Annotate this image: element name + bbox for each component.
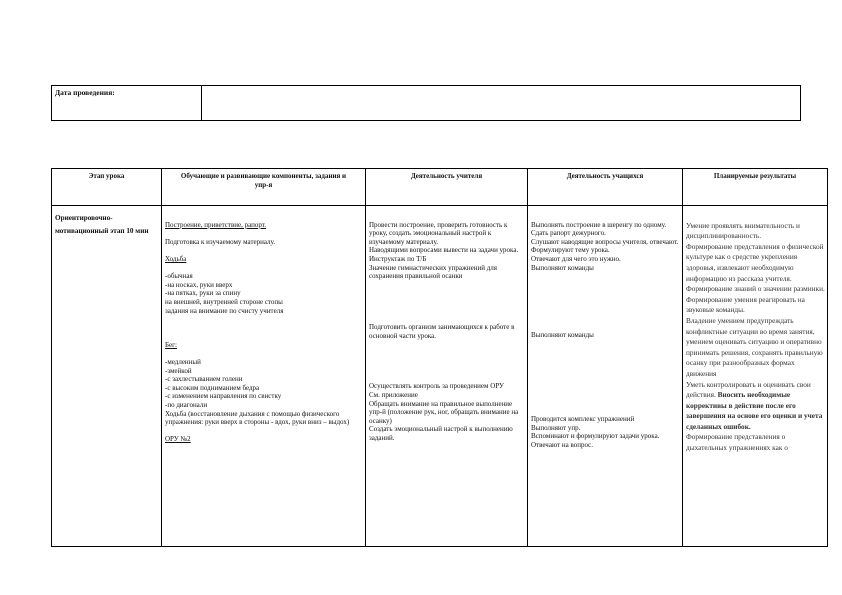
column-stage — [52, 169, 161, 546]
date-label: Дата проведения: — [52, 86, 202, 120]
components-cell — [165, 212, 363, 453]
teacher-cell — [369, 212, 525, 451]
header-stage: Этап урока — [88, 172, 125, 180]
students-block-2: Выполняют команды — [531, 331, 594, 340]
components-walking-list: -обычная -на носках, руки вверх -на пятках, руки за спину на внешней, внутренней стороне стопы задания на внимание по счисту учителя — [165, 272, 284, 315]
students-block-3: Проводится комплекс упражнений Выполняют упр. Вспоминают и формулируют задачи урока. Отвечают на вопрос. — [531, 415, 660, 449]
teacher-block-3: Осуществлять контроль за проведением ОРУ См. приложение Обращать внимание на правильное выполнение упр-й (положение рук, ног, обращать внимание на осанку) Создать эмоциональный настрой к выполнению заданий. — [369, 382, 519, 442]
column-components — [161, 169, 365, 546]
components-title-building: Построение, приветствие, рапорт. — [165, 220, 267, 229]
teacher-block-2: Подготовить организм занимающихся к работе в основной части урока. — [369, 322, 515, 340]
components-title-running: Бег: — [165, 340, 177, 349]
students-cell — [531, 212, 680, 458]
header-students: Деятельность учащихся — [566, 172, 644, 180]
date-value-field[interactable] — [203, 86, 800, 120]
stage-cell: Ориентировочно-мотивационный этап 10 мин — [55, 214, 149, 235]
components-title-walking: Ходьба — [165, 254, 187, 263]
header-components: Обучающие и развивающие компоненты, задания и упр-я — [180, 172, 347, 189]
header-teacher: Деятельность учителя — [410, 172, 483, 180]
column-students — [527, 169, 682, 546]
results-block-1: Умение проявлять внимательность и дисциплинированность. Формирование представления о физической культуре как о средстве укрепления здоровья, извлекают необходимую информацию из рассказа учителя. Формирование знаний о значении разминки. Формирование умения реагировать на звуковые команды. Владение умением предупреждать конфликтные ситуации во время занятия, умением оценивать ситуацию и оперативно принимать решения, сохранять правильную осанку при разнообразных формах движения Уметь контролировать и оценивать свои действия. — [686, 220, 825, 400]
components-preparation: Подготовка к изучаемому материалу. — [165, 237, 276, 246]
header-results: Планируемые результаты — [713, 172, 797, 180]
components-title-oru: ОРУ №2 — [165, 435, 191, 444]
results-block-1-bold: Вносить необходимые коррективы в действие после его завершения на основе его оценки и учета сделанных ошибок. — [686, 390, 823, 431]
results-cell — [686, 210, 825, 464]
column-results — [682, 169, 827, 546]
column-teacher — [365, 169, 527, 546]
students-block-1: Выполнять построение в шеренгу по одному. Сдать рапорт дежурного. Слушают наводящие вопросы учителя, отвечают. Формулируют тему урока. Отвечают для чего это нужно. Выполняют команды — [531, 220, 679, 272]
date-table — [51, 85, 801, 121]
components-running-list: -медленный -змейкой -с захлестыванием голени -с высоким подниманием бедра -с изменением направления по свистку -по диагонали Ходьба (восстановление дыхания с помощью физического упражнения: руки вверх в стороны - вдох, руки вниз – выдох) — [165, 358, 350, 427]
lesson-plan-table — [51, 168, 828, 547]
results-block-2: Формирование представления о дыхательных упражнениях как о — [686, 432, 788, 453]
teacher-block-1: Провести построение, проверить готовность к уроку, создать эмоциональный настрой к изучаемому материалу. Наводящими вопросами вывести на задачи урока. Инструктаж по Т/Б Значение гимнастических упражнений для сохранения правильной осанки — [369, 220, 519, 281]
